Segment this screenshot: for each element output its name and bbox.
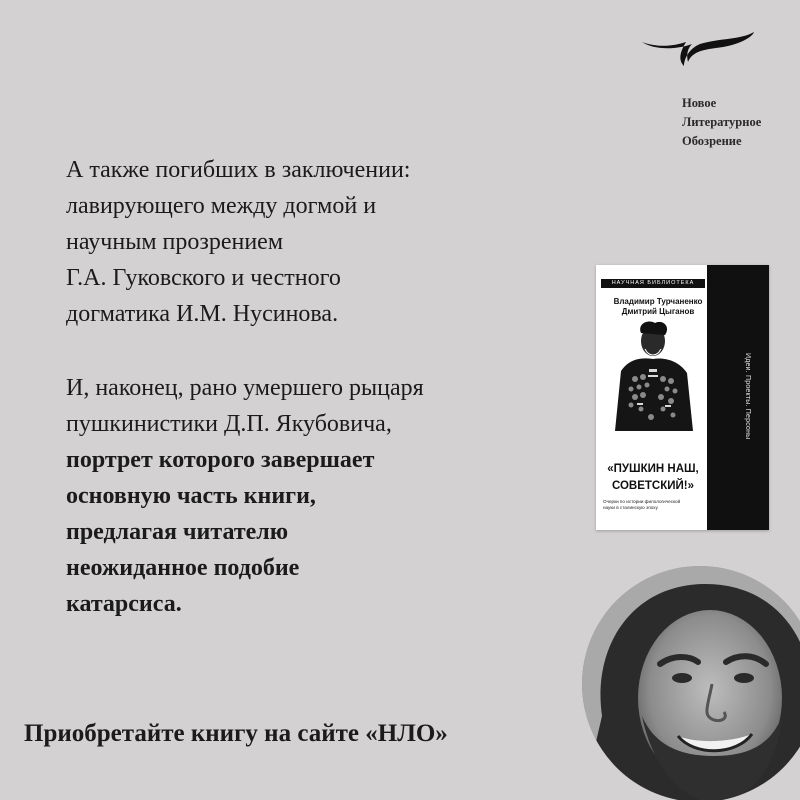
logo-line: Обозрение	[682, 134, 742, 148]
book-title	[601, 461, 705, 495]
spine-text: Идеи. Проекты. Персоны	[744, 353, 751, 440]
text-line: догматика И.М. Нусинова.	[66, 301, 339, 327]
call-to-action: Приобретайте книгу на сайте «НЛО»	[24, 720, 448, 747]
text-line: лавирующего между догмой и	[66, 193, 377, 219]
book-cover	[596, 265, 769, 530]
book-subtitle	[603, 499, 703, 511]
book-cover-illustration	[601, 319, 705, 431]
author-portrait	[582, 566, 800, 800]
book-subtitle-line: Очерки по истории филологической	[603, 499, 681, 504]
book-spine	[707, 265, 769, 530]
publisher-logo-text	[682, 94, 761, 151]
bold-text-line: портрет которого завершает	[66, 447, 375, 473]
book-title-line: «ПУШКИН НАШ,	[607, 463, 699, 475]
book-author: Владимир Турчаненко	[613, 297, 703, 306]
text-line: Г.А. Гуковского и честного	[66, 265, 341, 291]
bold-text-line: катарсиса.	[66, 591, 182, 617]
text-line: А также погибших в заключении:	[66, 157, 411, 183]
book-title-line: СОВЕТСКИЙ!»	[611, 480, 695, 492]
text-line: научным прозрением	[66, 229, 284, 255]
logo-line: Новое	[682, 96, 717, 110]
paragraph-gap	[66, 332, 586, 370]
portrait-illustration	[582, 566, 800, 800]
bold-text-line: неожиданное подобие	[66, 555, 300, 581]
publisher-logo-mark	[640, 28, 756, 68]
book-author: Дмитрий Цыганов	[621, 307, 695, 316]
book-subtitle-line: науки в сталинскую эпоху	[603, 505, 658, 510]
main-text	[66, 152, 586, 622]
logo-line: Литературное	[682, 115, 762, 129]
series-label: НАУЧНАЯ БИБЛИОТЕКА	[601, 279, 705, 288]
book-authors	[608, 297, 708, 317]
bold-text-line: основную часть книги,	[66, 483, 316, 509]
bold-text-line: предлагая читателю	[66, 519, 289, 545]
text-line: И, наконец, рано умершего рыцаря	[66, 375, 424, 401]
text-line: пушкинистики Д.П. Якубовича,	[66, 411, 392, 437]
